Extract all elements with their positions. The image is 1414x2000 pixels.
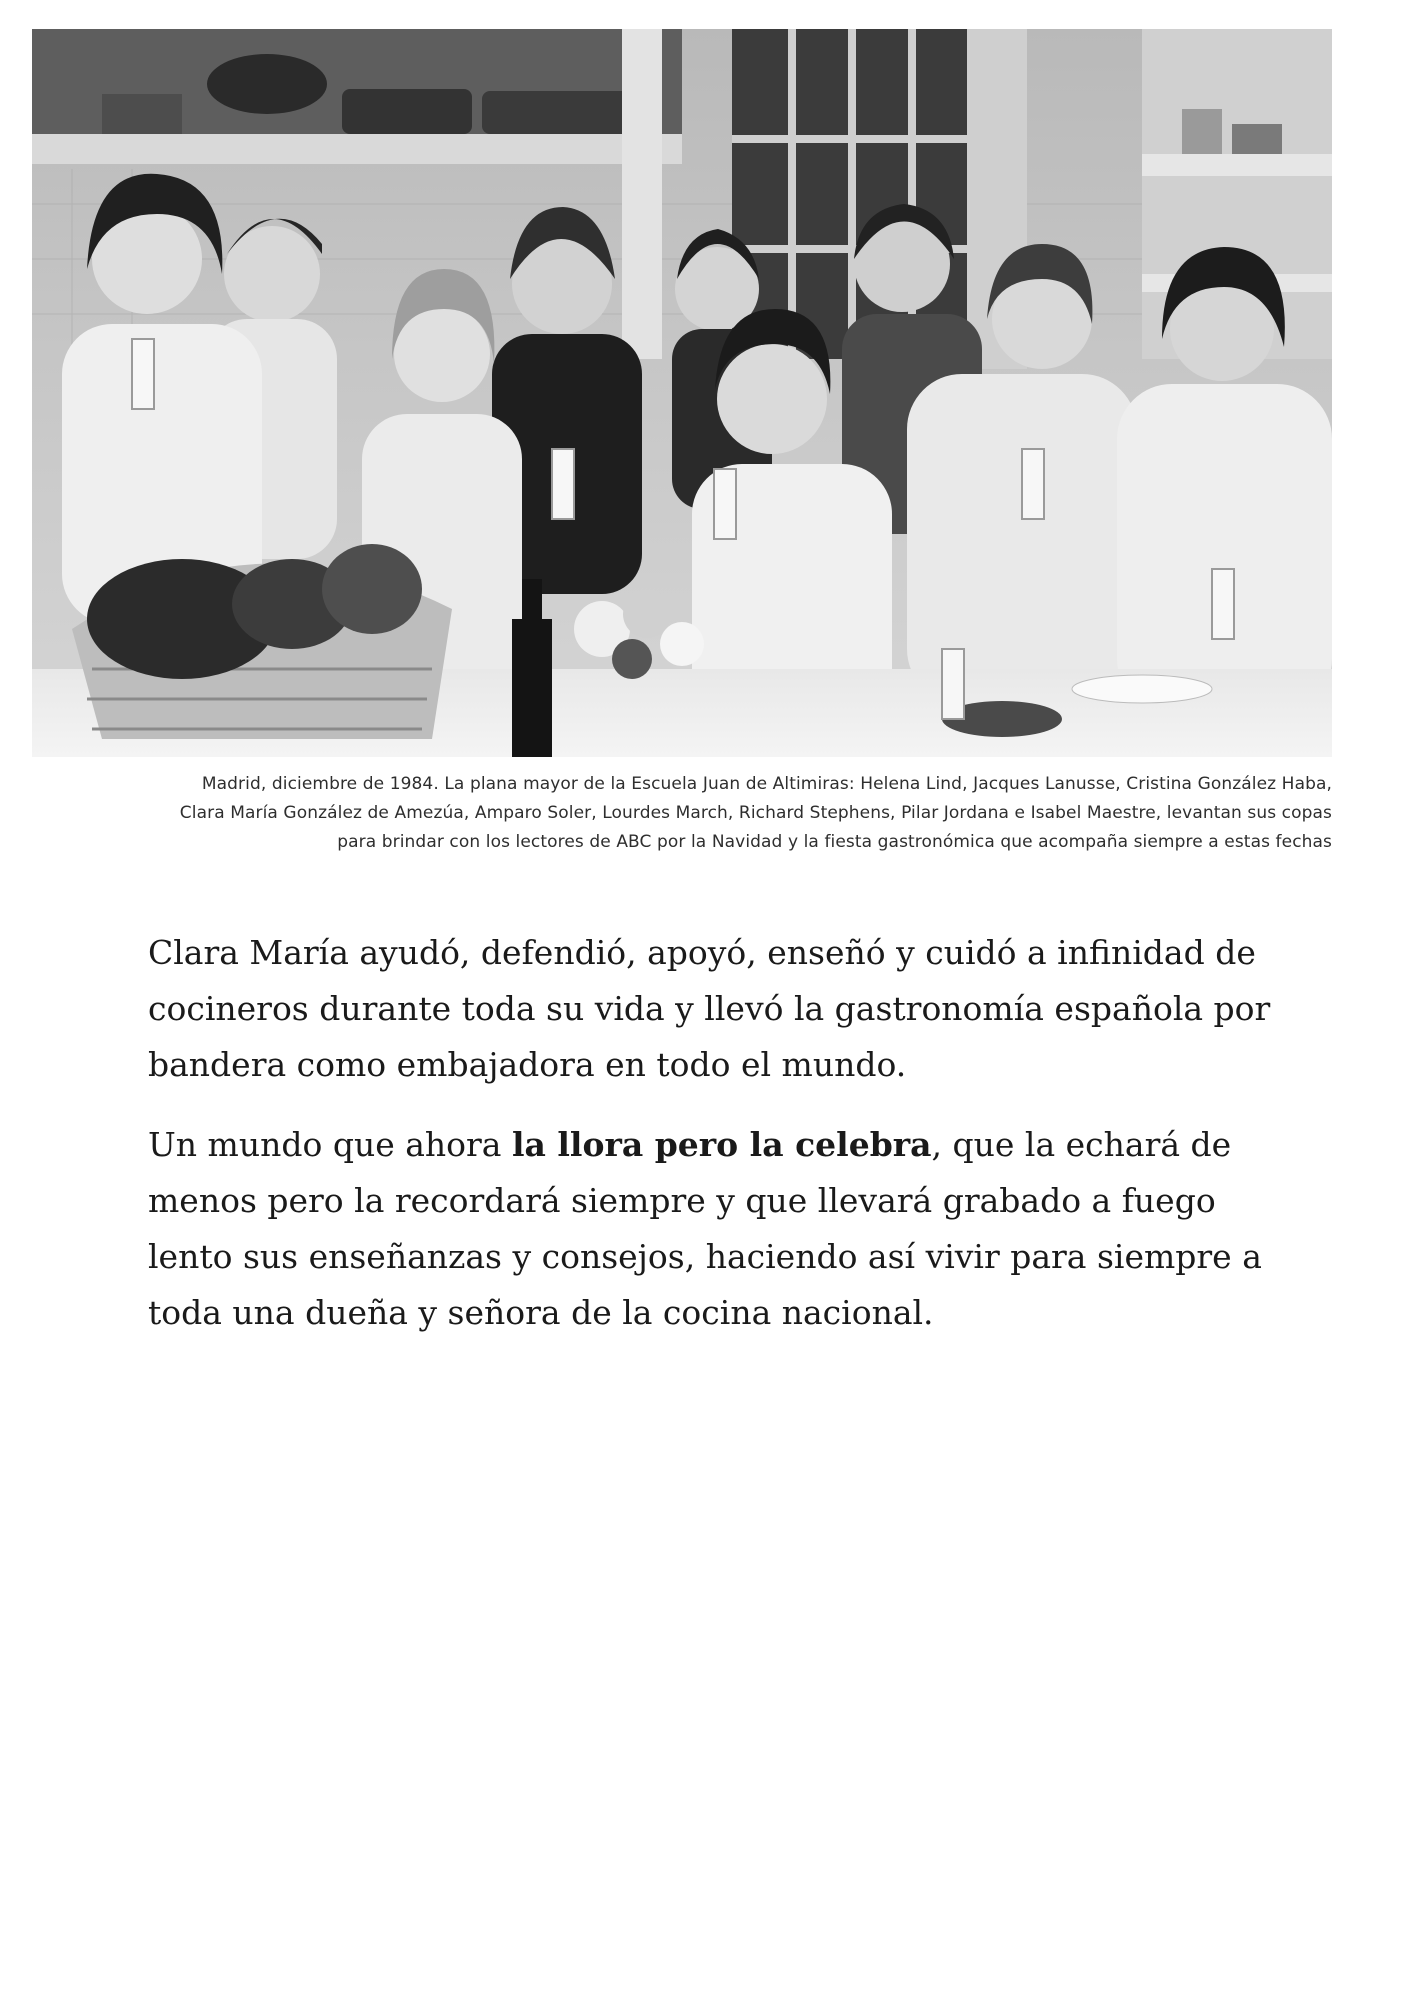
body-paragraph	[148, 1117, 1308, 1341]
paragraph-line: Clara María ayudó, defendió, apoyó, enseñó y cuidó a infinidad de	[148, 933, 1256, 972]
photo-caption	[32, 770, 1332, 857]
paragraph-line: toda una dueña y señora de la cocina nacional.	[148, 1293, 934, 1332]
text-run: , que la echará de	[931, 1125, 1232, 1164]
paragraph-line: lento sus enseñanzas y consejos, haciendo así vivir para siempre a	[148, 1237, 1262, 1276]
group-photo-illustration	[32, 29, 1332, 757]
paragraph-line: menos pero la recordará siempre y que llevará grabado a fuego	[148, 1181, 1216, 1220]
caption-line: Madrid, diciembre de 1984. La plana mayor de la Escuela Juan de Altimiras: Helena Lind, Jacques Lanusse, Cristina González Haba,	[201, 774, 1332, 794]
caption-line: Clara María González de Amezúa, Amparo Soler, Lourdes March, Richard Stephens, Pilar Jordana e Isabel Maestre, levantan sus copas	[179, 803, 1332, 823]
paragraph-line	[148, 1117, 1308, 1173]
body-paragraph	[148, 925, 1308, 1093]
article-body	[148, 925, 1308, 1365]
article-photo	[32, 29, 1332, 757]
paragraph-line: bandera como embajadora en todo el mundo.	[148, 1045, 907, 1084]
text-run: Un mundo que ahora	[148, 1125, 512, 1164]
bold-emphasis: la llora pero la celebra	[511, 1125, 932, 1164]
caption-line: para brindar con los lectores de ABC por la Navidad y la fiesta gastronómica que acompaña siempre a estas fechas	[337, 832, 1332, 852]
paragraph-line: cocineros durante toda su vida y llevó la gastronomía española por	[148, 989, 1271, 1028]
